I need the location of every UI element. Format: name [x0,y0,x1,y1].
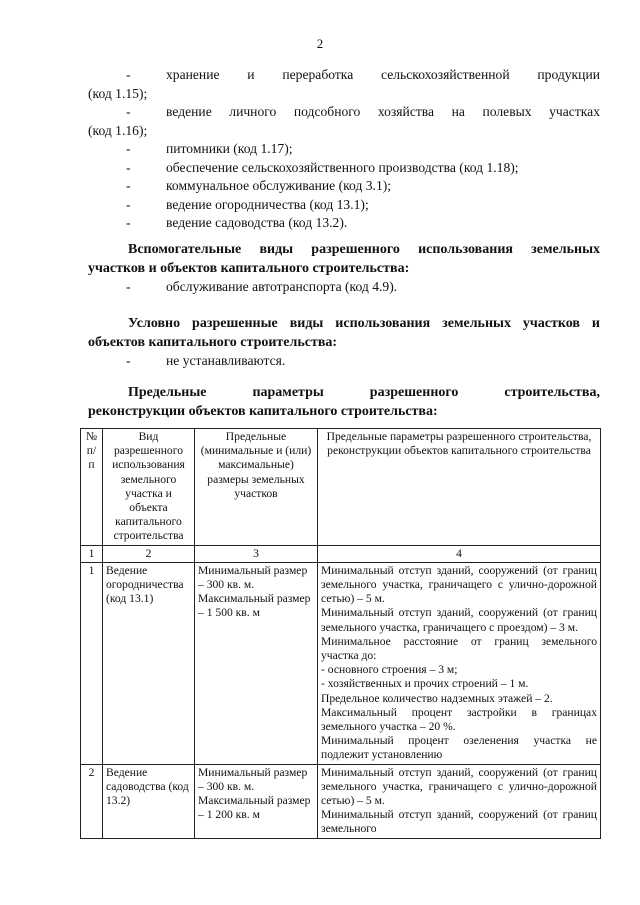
list-item [88,196,600,215]
param-line: Минимальный отступ зданий, сооружений (от границ земельного участка, граничащего с проездом) – 3 м. [321,606,597,634]
param-line: Минимальное расстояние от границ земельного участка до: [321,634,597,663]
param-line: Минимальный процент озеленения участка не подлежит установлению [321,734,597,762]
conditional-uses-item [88,352,600,371]
list-dash: - [126,178,131,193]
heading-line-cont: объектов капитального строительства: [88,334,338,350]
use-type-cell: Ведение огородничества (код 13.1) [103,562,195,764]
list-dash: - [126,141,131,156]
column-number: 3 [195,545,318,562]
list-item [88,177,600,196]
table-header-row [81,429,601,546]
row-number: 1 [81,562,103,764]
list-dash: - [126,353,131,368]
param-line: Минимальный отступ зданий, сооружений (от границ земельного [321,808,597,836]
list-item-text-cont: (код 1.16); [88,122,148,138]
list-item-text: хранение и переработка сельскохозяйственной продукции [166,67,600,82]
table-row [81,764,601,838]
auxiliary-uses-item [88,278,600,297]
header-use-type: Вид разрешенного использования земельного участка и объекта капитального строительства [103,429,195,546]
table-row [81,562,601,764]
limit-parameters-heading [88,384,600,421]
list-dash: - [126,196,131,212]
list-dash: - [126,104,131,119]
list-item [88,214,600,233]
size-line: Минимальный размер – 300 кв. м. [198,563,308,592]
size-line: Минимальный размер – 300 кв. м. [198,765,308,793]
param-line: Минимальный отступ зданий, сооружений (от границ земельного участка, граничащего с улично-дорожной сетью) – 5 м. [321,765,597,808]
column-number: 1 [81,545,103,562]
heading-line: Условно разрешенные виды использования земельных участков и [128,316,600,331]
page-number: 2 [316,36,324,51]
list-item-text: питомники (код 1.17); [166,141,293,156]
heading-line-cont: реконструкции объектов капитального строительства: [88,403,438,419]
list-item-text: ведение личного подсобного хозяйства на полевых участках [166,104,600,119]
build-params-cell [318,562,601,764]
list-item-text: коммунальное обслуживание (код 3.1); [166,178,392,193]
list-item-text: ведение садоводства (код 13.2). [166,215,348,230]
list-item-text: ведение огородничества (код 13.1); [166,196,369,212]
heading-line: Предельные параметры разрешенного строительства, [128,385,600,400]
use-type-cell: Ведение садоводства (код 13.2) [103,764,195,838]
list-item-text-cont: (код 1.15); [88,85,148,101]
permitted-uses-list [88,66,600,233]
list-dash: - [126,67,131,82]
column-number: 4 [318,545,601,562]
list-item [88,140,600,159]
param-line: - основного строения – 3 м; [321,663,458,677]
list-item-text: не устанавливаются. [166,353,286,368]
size-line: Максимальный размер – 1 500 кв. м [198,592,311,620]
column-number: 2 [103,545,195,562]
list-item [88,66,600,103]
row-number: 2 [81,764,103,838]
param-line: - хозяйственных и прочих строений – 1 м. [321,677,529,691]
list-item [88,103,600,140]
list-item-text: обеспечение сельскохозяйственного производства (код 1.18); [166,159,519,175]
header-build-params: Предельные параметры разрешенного строительства, реконструкции объектов капитального строительства [318,429,601,546]
param-line: Максимальный процент застройки в границах земельного участка – 20 %. [321,705,597,734]
list-dash: - [126,159,131,175]
list-dash: - [126,279,131,294]
param-line: Минимальный отступ зданий, сооружений (от границ земельного участка, граничащего с улично-дорожной сетью) – 5 м. [321,563,597,606]
param-line: Предельное количество надземных этажей – 2. [321,691,553,705]
conditional-uses-heading [88,315,600,352]
heading-line: Вспомогательные виды разрешенного использования земельных [128,242,600,257]
plot-sizes-cell [195,562,318,764]
auxiliary-uses-heading [88,241,600,278]
header-plot-sizes: Предельные (минимальные и (или) максимальные) размеры земельных участков [195,429,318,546]
list-item [88,159,600,178]
column-number-row [81,545,601,562]
size-line: Максимальный размер – 1 200 кв. м [198,794,311,822]
heading-line-cont: участков и объектов капитального строительства: [88,260,410,276]
list-dash: - [126,215,131,230]
list-item-text: обслуживание автотранспорта (код 4.9). [166,279,398,294]
parameters-table [80,428,601,839]
header-number: № п/п [81,429,103,546]
plot-sizes-cell [195,764,318,838]
build-params-cell [318,764,601,838]
